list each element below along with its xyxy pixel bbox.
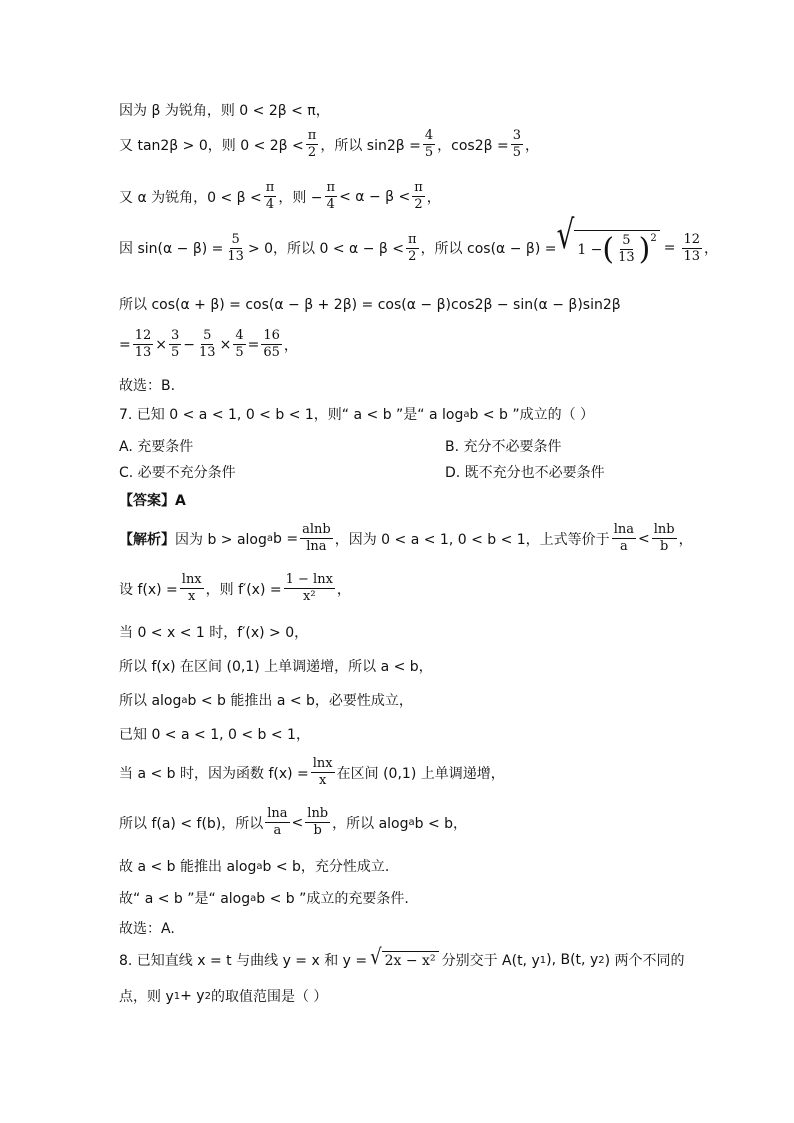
text: ， [525, 137, 540, 154]
text: ，则 − [278, 189, 323, 206]
text: 所以 cos(α + β) = cos(α − β + 2β) = cos(α − β)cos2β − sin(α − β)sin2β [119, 297, 621, 313]
text: 因 sin(α − β) = [119, 241, 224, 257]
text: = [663, 240, 676, 256]
fraction-derivative: $\frac{1 - \ln x}{\text{x²}}$ [285, 572, 333, 604]
fraction-3-5: $\frac{3}{5}$ [512, 128, 522, 160]
fraction-lna-a: $\frac{\ln a}{a}$ [267, 806, 288, 838]
text: ，所以 cos(α − β) = [420, 241, 557, 257]
analysis-line-3: 当 0 < x < 1 时，f′(x) > 0， [119, 625, 309, 641]
text: > 0，所以 0 < α − β < [247, 241, 405, 257]
analysis-line-9: 故 a < b 能推出 alog a b < b，充分性成立. [119, 859, 390, 875]
text: 又 α 为锐角，0 < β < [119, 189, 262, 206]
fraction-5-13: $\frac{5}{13}$ [618, 233, 635, 265]
fraction-lnb-b: $\frac{\ln b}{b}$ [653, 522, 675, 554]
solution-line-3 [119, 180, 441, 213]
analysis-line-11: 故选：A. [119, 921, 175, 937]
fraction-5-13: $\frac{5}{13}$ [227, 231, 244, 264]
solution-line-5 [119, 294, 621, 314]
fraction-pi-2: $\frac{\pi}{2}$ [408, 231, 417, 264]
fraction-alnb-lna: $\frac{alnb}{\ln a}$ [302, 522, 331, 554]
question-8-line-1: 8. 已知直线 x = t 与曲线 y = x 和 y = √ 2x − x² 分别交于 A(t, y 1 ), B(t, y 2 ) 两个不同的 [119, 945, 685, 971]
text: 又 tan2β > 0，则 0 < 2β < [119, 137, 304, 154]
text: ，cos2β = [437, 137, 509, 154]
analysis-line-2: 设 f(x) = $\frac{\ln x}{x}$ ，则 f′(x) = $\frac{1 - \ln x}{\text{x²}}$ ， [119, 572, 351, 604]
fraction-lnx-x: $\frac{\ln x}{x}$ [181, 572, 202, 604]
fraction-pi-4: $\frac{\pi}{4}$ [326, 180, 336, 212]
analysis-line-5: 所以 alog a b < b 能推出 a < b，必要性成立， [119, 693, 413, 709]
question-7: 7. 已知 0 < a < 1, 0 < b < 1，则“ a < b ”是“ a log a b < b ”成立的（ ） [119, 404, 594, 424]
answer-label: 【答案】A [119, 493, 186, 509]
fraction-5-13: $\frac{5}{13}$ [199, 328, 216, 360]
text: ，所以 sin2β = [320, 137, 421, 154]
fraction-pi-2: $\frac{\pi}{2}$ [307, 128, 317, 160]
answer-line [119, 490, 186, 510]
analysis-line-10: 故“ a < b ”是“ alog a b < b ”成立的充要条件. [119, 891, 409, 907]
solution-line-2 [119, 128, 539, 161]
text: b < b ”成立的（ ） [469, 407, 595, 423]
fraction-pi-4: $\frac{\pi}{4}$ [265, 180, 275, 212]
text: < α − β < [339, 188, 411, 205]
solution-line-1 [119, 100, 330, 120]
fraction-4-5: $\frac{4}{5}$ [235, 328, 244, 360]
fraction-12-13: $\frac{12}{13}$ [683, 231, 701, 264]
fraction-lnx-x: $\frac{\ln x}{x}$ [312, 756, 333, 788]
solution-line-6: = $\frac{12}{13}$ × $\frac{3}{5}$ − $\frac{5}{13}$ × $\frac{4}{5}$ = $\frac{16}{65}$ ， [119, 328, 298, 360]
text: ， [426, 189, 441, 206]
analysis-line-1: 【解析】 因为 b > alog a b = $\frac{alnb}{\ln a}$ ，因为 0 < a < 1, 0 < b < 1，上式等价于 $\frac{\ln a}{a}$ < $\frac{\ln b}{b}$ ， [119, 522, 693, 554]
fraction-pi-2: $\frac{\pi}{2}$ [414, 180, 423, 212]
option-c: C. 必要不充分条件 [119, 465, 236, 481]
analysis-label: 【解析】 [119, 531, 175, 548]
solution-line-4 [119, 211, 719, 267]
analysis-line-4: 所以 f(x) 在区间 (0,1) 上单调递增，所以 a < b， [119, 659, 433, 675]
option-d: D. 既不充分也不必要条件 [445, 465, 605, 481]
sqrt-expression: √ 2x − x² [370, 951, 438, 969]
solution-line-7 [119, 375, 175, 395]
fraction-lnb-b: $\frac{\ln b}{b}$ [307, 806, 329, 838]
analysis-line-6: 已知 0 < a < 1, 0 < b < 1， [119, 727, 310, 743]
question-8-line-2: 点，则 y 1 + y 2 的取值范围是（ ） [119, 988, 328, 1005]
analysis-line-7: 当 a < b 时，因为函数 f(x) = $\frac{\ln x}{x}$ 在区间 (0,1) 上单调递增， [119, 756, 505, 788]
fraction-3-5: $\frac{3}{5}$ [171, 328, 180, 360]
fraction-16-65: $\frac{16}{65}$ [263, 328, 280, 360]
text: 故选：B. [119, 378, 176, 394]
fraction-4-5: $\frac{4}{5}$ [424, 128, 434, 160]
fraction-lna-a: $\frac{\ln a}{a}$ [613, 522, 634, 554]
analysis-line-8: 所以 f(a) < f(b)，所以 $\frac{\ln a}{a}$ < $\frac{\ln b}{b}$ ，所以 alog a b < b， [119, 806, 468, 838]
text: ， [704, 241, 719, 257]
text: 7. 已知 0 < a < 1, 0 < b < 1，则“ a < b ”是“ a log [119, 407, 464, 423]
sqrt-expression: √ 1 − ( $\frac{5}{13}$ ) $^2$ [556, 230, 659, 266]
option-a: A. 充要条件 [119, 439, 194, 455]
text: 因为 β 为锐角，则 0 < 2β < π， [119, 103, 330, 119]
text: ， [283, 337, 298, 354]
fraction-12-13: $\frac{12}{13}$ [134, 328, 152, 360]
option-b: B. 充分不必要条件 [445, 439, 562, 455]
